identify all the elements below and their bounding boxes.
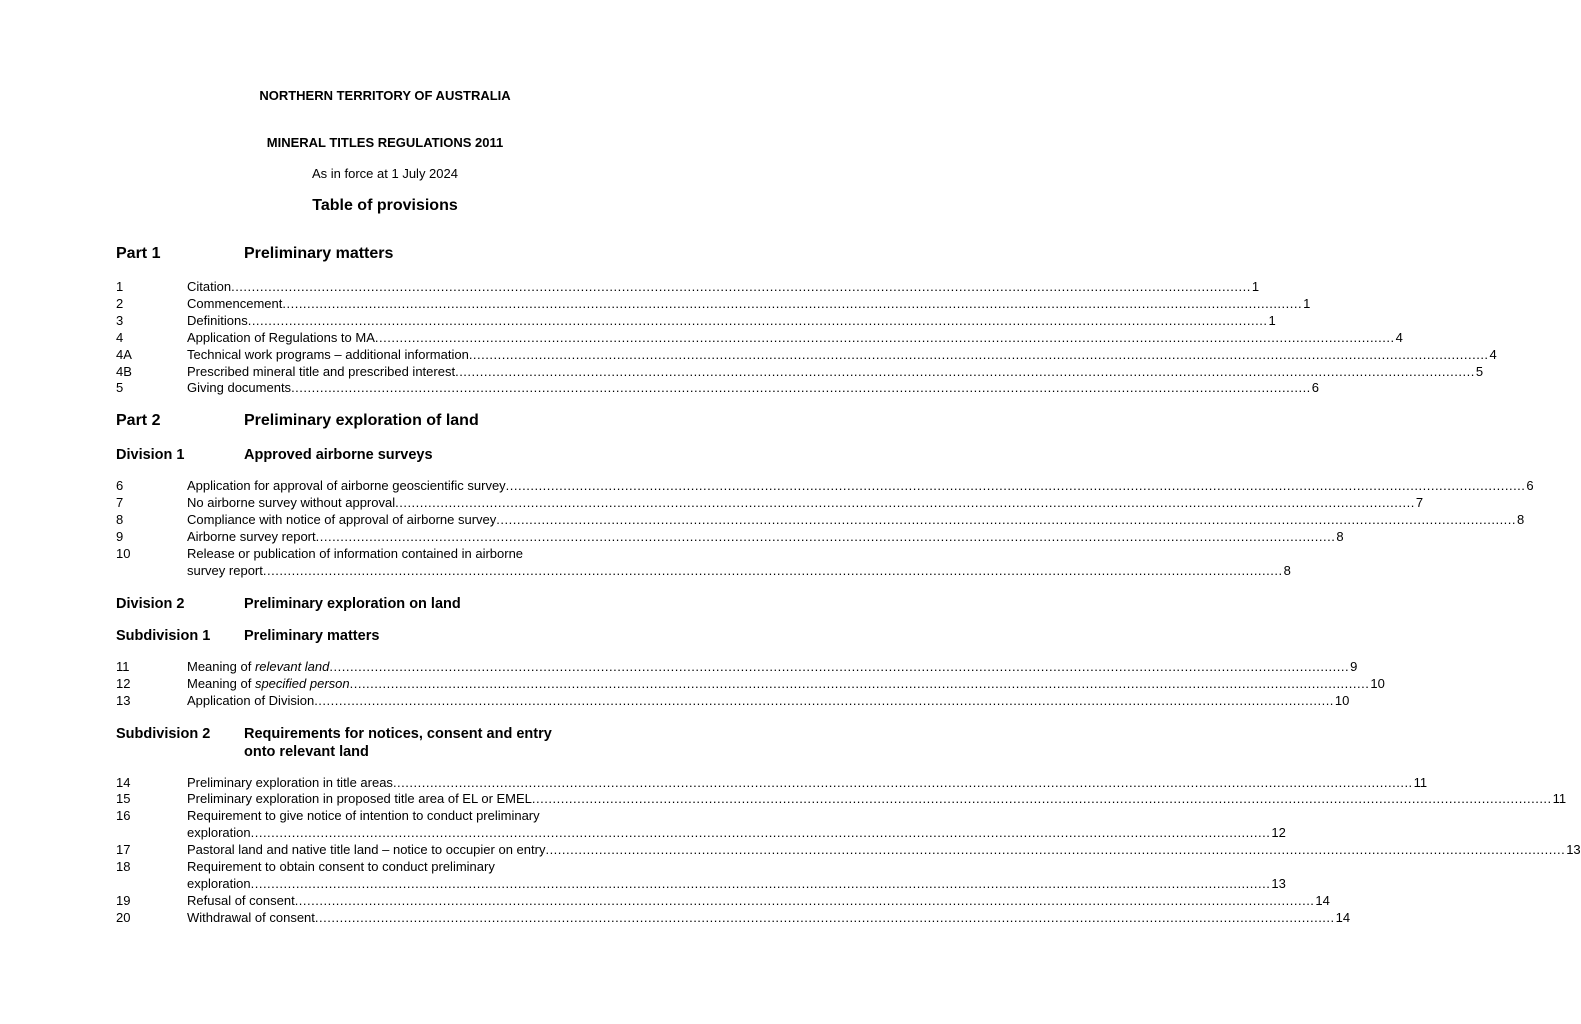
entry-number: 10	[116, 545, 131, 561]
entry-number: 7	[116, 495, 124, 511]
division-title: Approved airborne surveys	[244, 447, 433, 464]
subdivision-2-heading	[116, 725, 656, 761]
entry-number: 5	[116, 380, 124, 396]
division-title: Preliminary exploration on land	[244, 595, 461, 612]
toc-entry[interactable]	[116, 658, 1358, 676]
entry-text: Preliminary exploration in proposed title area of EL or EMEL	[187, 791, 532, 807]
toc-entry[interactable]	[116, 346, 1497, 364]
table-of-provisions	[116, 244, 1581, 927]
entry-page: 8	[1517, 512, 1525, 528]
entry-page: 10	[1370, 675, 1385, 691]
entry-number: 8	[116, 512, 124, 528]
part-title: Preliminary matters	[244, 245, 394, 262]
entry-text: Commencement	[187, 295, 283, 311]
entry-text: Giving documents	[187, 380, 292, 396]
subdivision-title: Requirements for notices, consent and entry onto relevant land	[244, 725, 552, 760]
subdivision-1-entries	[116, 658, 1385, 710]
defined-term: relevant land	[254, 658, 330, 674]
entry-page: 13	[1566, 842, 1581, 858]
entry-number: 18	[116, 859, 131, 875]
entry-number: 16	[116, 808, 131, 824]
entry-number: 17	[116, 842, 131, 858]
entry-text: Pastoral land and native title land – notice to occupier on entry	[187, 842, 546, 858]
entry-page: 8	[1336, 529, 1344, 545]
entry-text: Compliance with notice of approval of airborne survey	[187, 512, 497, 528]
entry-number: 20	[116, 909, 131, 925]
entry-number: 2	[116, 295, 124, 311]
toc-entry[interactable]	[116, 808, 1286, 842]
part-1-heading	[116, 244, 656, 264]
entry-number: 9	[116, 529, 124, 545]
defined-term: specified person	[254, 675, 350, 691]
subdivision-2-entries	[116, 774, 1581, 927]
entry-text: Meaning of specified person	[187, 675, 350, 691]
entry-number: 6	[116, 478, 124, 494]
subdivision-1-heading	[116, 627, 656, 645]
entry-number: 12	[116, 675, 131, 691]
entry-text: Withdrawal of consent	[187, 909, 315, 925]
entry-number: 19	[116, 892, 131, 908]
entry-page: 5	[1475, 363, 1484, 379]
toc-entry[interactable]	[116, 909, 1351, 927]
part-label: Part 2	[116, 412, 161, 430]
entry-number: 3	[116, 312, 124, 328]
division-1-heading	[116, 446, 656, 464]
entry-page: 7	[1415, 495, 1424, 511]
toc-entry[interactable]	[116, 545, 1291, 580]
toc-entry[interactable]	[116, 529, 1344, 546]
entry-text: Application for approval of airborne geoscientific survey	[187, 478, 506, 494]
entry-number: 15	[116, 791, 131, 807]
entry-number: 11	[116, 658, 130, 674]
toc-entry[interactable]	[116, 329, 1403, 347]
entry-text-line-2: exploration	[187, 825, 251, 841]
jurisdiction-heading: NORTHERN TERRITORY OF AUSTRALIA	[259, 88, 511, 103]
part-2-heading	[116, 411, 656, 431]
entry-page: 14	[1315, 892, 1330, 908]
division-label: Division 1	[116, 447, 185, 464]
toc-entry[interactable]	[116, 512, 1525, 529]
entry-page: 6	[1311, 380, 1320, 396]
toc-entry[interactable]	[116, 478, 1534, 495]
division-2-heading	[116, 595, 656, 613]
part-1-entries	[116, 279, 1497, 397]
subdivision-label: Subdivision 2	[116, 725, 211, 742]
division-label: Division 2	[116, 595, 185, 612]
entry-number: 4	[116, 329, 124, 345]
toc-entry[interactable]	[116, 279, 1260, 296]
in-force-date: As in force at 1 July 2024	[312, 166, 458, 181]
entry-page: 14	[1335, 909, 1351, 925]
entry-text: Application of Regulations to MA	[187, 329, 375, 345]
entry-text: Meaning of relevant land	[187, 658, 330, 674]
entry-text-line-1: Requirement to obtain consent to conduct preliminary	[187, 859, 495, 875]
part-label: Part 1	[116, 245, 161, 262]
entry-page: 13	[1271, 875, 1286, 891]
subdivision-label: Subdivision 1	[116, 627, 211, 644]
toc-title: Table of provisions	[312, 197, 458, 214]
entry-text: Application of Division	[187, 692, 315, 708]
entry-number: 4A	[116, 346, 132, 362]
toc-entry[interactable]	[116, 859, 1286, 893]
subdivision-title: Preliminary matters	[244, 627, 380, 644]
toc-entry[interactable]	[116, 495, 1424, 512]
entry-text-line-2: exploration	[187, 875, 251, 891]
entry-number: 14	[116, 774, 131, 790]
entry-page: 4	[1395, 329, 1403, 345]
toc-entry[interactable]	[116, 295, 1311, 313]
entry-number: 1	[116, 279, 124, 294]
entry-text-line-1: Release or publication of information contained in airborne	[187, 545, 524, 561]
entry-page: 11	[1413, 774, 1428, 790]
entry-page: 1	[1268, 312, 1276, 328]
entry-page: 8	[1283, 562, 1291, 578]
division-1-entries	[116, 478, 1534, 579]
toc-entry[interactable]	[116, 692, 1350, 710]
regulation-title: MINERAL TITLES REGULATIONS 2011	[266, 135, 504, 150]
entry-text: Airborne survey report	[187, 529, 316, 545]
entry-text: Technical work programs – additional information	[187, 346, 469, 362]
toc-entry[interactable]	[116, 312, 1276, 330]
entry-page: 9	[1350, 658, 1358, 674]
entry-page: 10	[1334, 692, 1350, 708]
toc-entry[interactable]	[116, 842, 1581, 859]
toc-entry[interactable]	[116, 892, 1330, 910]
entry-text: Preliminary exploration in title areas	[187, 774, 393, 790]
toc-entry[interactable]	[116, 380, 1320, 397]
entry-page: 1	[1251, 279, 1260, 294]
entry-page: 12	[1271, 825, 1286, 841]
entry-number: 13	[116, 692, 131, 708]
entry-text: Prescribed mineral title and prescribed interest	[187, 363, 456, 379]
entry-text: No airborne survey without approval	[187, 495, 396, 511]
toc-entry[interactable]	[116, 791, 1567, 808]
entry-text: Refusal of consent	[187, 892, 295, 908]
entry-number: 4B	[116, 363, 132, 379]
entry-text: Citation	[187, 279, 232, 294]
toc-entry[interactable]	[116, 675, 1385, 693]
toc-entry[interactable]	[116, 774, 1428, 792]
entry-page: 11	[1552, 791, 1567, 807]
entry-page: 6	[1526, 478, 1534, 494]
entry-text: Definitions	[187, 312, 248, 328]
entry-page: 4	[1489, 346, 1497, 362]
part-title: Preliminary exploration of land	[244, 412, 479, 430]
entry-text-line-1: Requirement to give notice of intention to conduct preliminary	[187, 808, 540, 824]
toc-entry[interactable]	[116, 363, 1484, 381]
entry-text-line-2: survey report	[187, 562, 263, 578]
entry-page: 1	[1303, 295, 1311, 311]
